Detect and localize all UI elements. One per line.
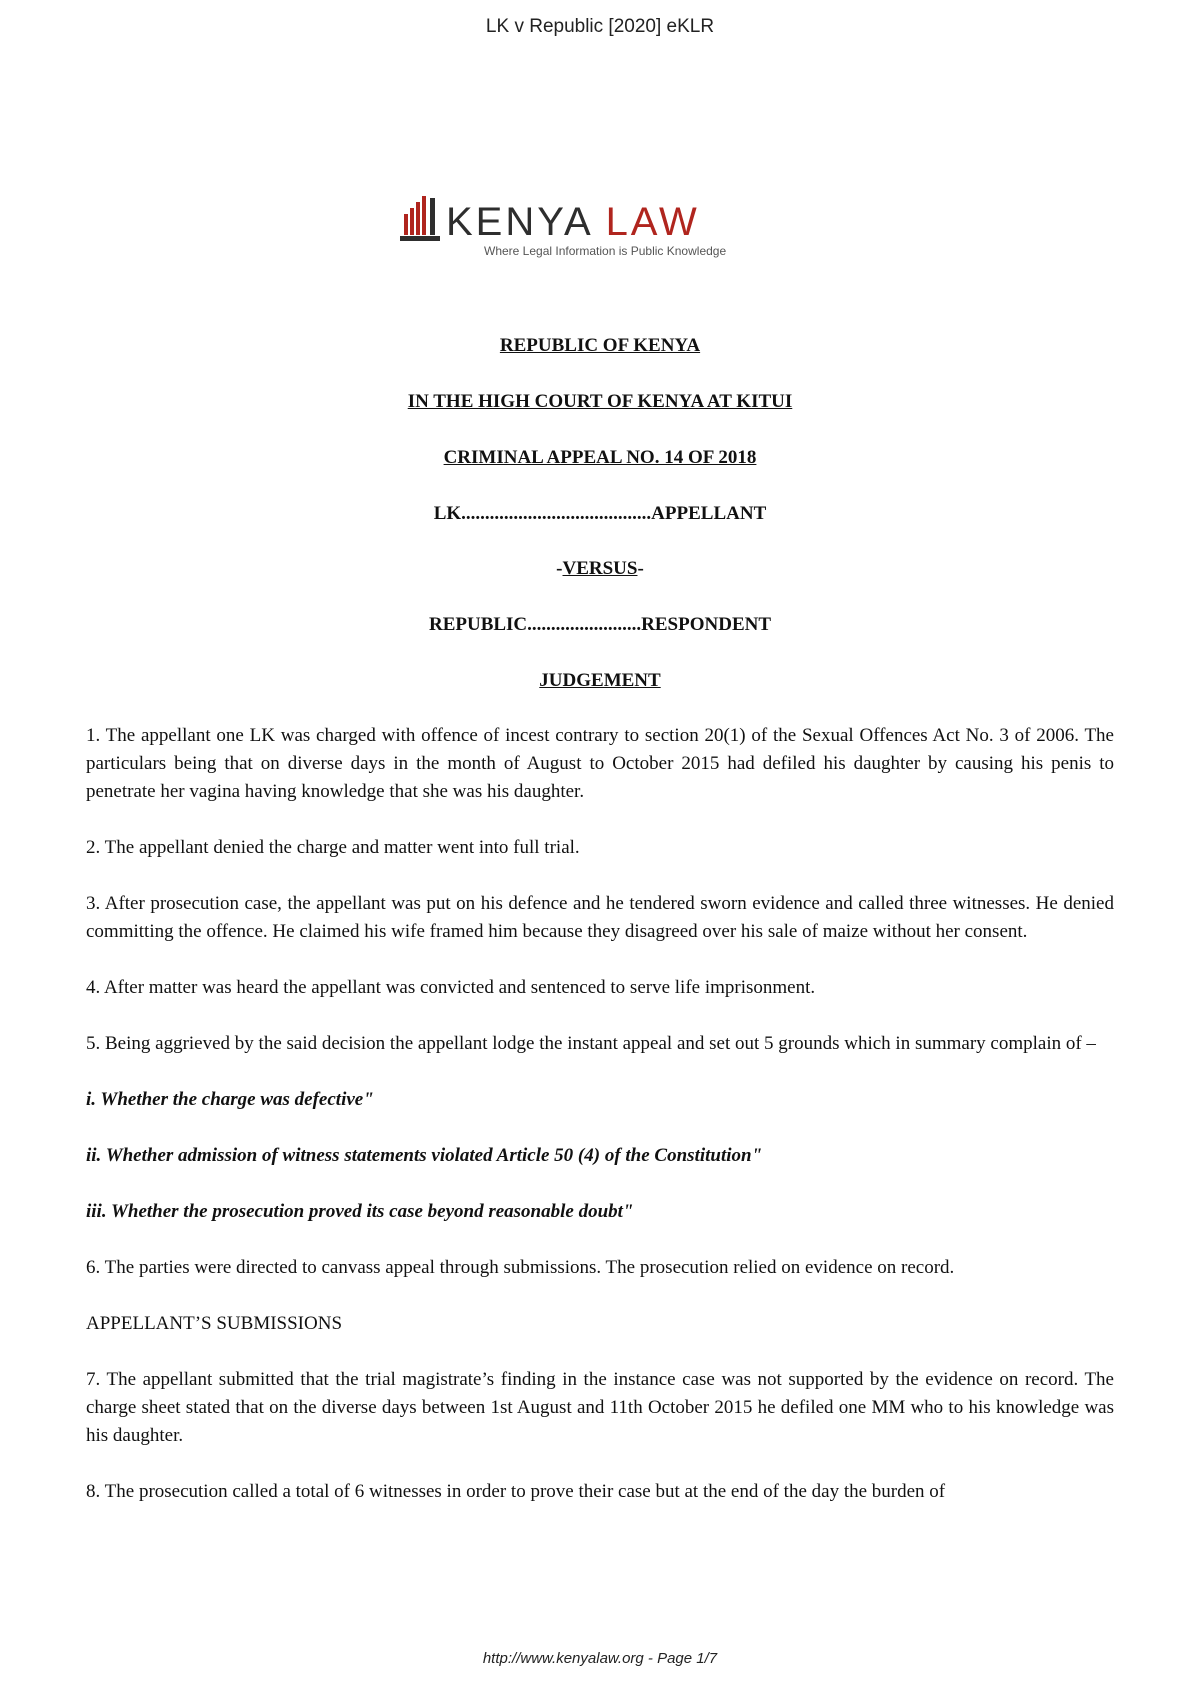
appellant-line: LK........................................APPELLANT <box>433 503 767 524</box>
paragraph: 7. The appellant submitted that the trial magistrate’s finding in the instance case was not supported by the evidence on record. The charge sheet stated that on the diverse days between 1st August and 11th October 2015 he defiled one MM who to his knowledge was his daughter. <box>86 1369 1114 1446</box>
logo-word-kenya: KENYA <box>446 200 592 244</box>
kenya-law-logo <box>400 196 740 268</box>
ground-item: iii. Whether the prosecution proved its case beyond reasonable doubt" <box>86 1201 634 1222</box>
paragraph: 5. Being aggrieved by the said decision the appellant lodge the instant appeal and set out 5 grounds which in summary complain of – <box>86 1033 1096 1054</box>
republic-heading: REPUBLIC OF KENYA <box>499 335 701 356</box>
logo-wordmark <box>446 200 700 244</box>
running-header: LK v Republic [2020] eKLR <box>485 16 715 37</box>
judgement-heading: JUDGEMENT <box>539 670 661 691</box>
pillars-logo-icon <box>400 196 444 244</box>
ground-item: ii. Whether admission of witness statements violated Article 50 (4) of the Constitution" <box>86 1145 763 1166</box>
section-heading: APPELLANT’S SUBMISSIONS <box>86 1313 343 1334</box>
paragraph: 8. The prosecution called a total of 6 witnesses in order to prove their case but at the end of the day the burden of <box>86 1481 946 1502</box>
versus-dash-right: - <box>637 558 644 579</box>
page-footer: http://www.kenyalaw.org - Page 1/7 <box>482 1650 718 1667</box>
judgement-body <box>86 722 1114 1534</box>
versus-dash-left: - <box>556 558 563 579</box>
versus-line <box>0 558 1200 580</box>
ground-item: i. Whether the charge was defective" <box>86 1089 374 1110</box>
logo-word-law: LAW <box>605 200 700 244</box>
court-heading: IN THE HIGH COURT OF KENYA AT KITUI <box>407 391 793 412</box>
paragraph: 4. After matter was heard the appellant was convicted and sentenced to serve life imprisonment. <box>86 977 816 998</box>
appeal-number: CRIMINAL APPEAL NO. 14 OF 2018 <box>443 447 757 468</box>
paragraph: 2. The appellant denied the charge and matter went into full trial. <box>86 837 580 858</box>
versus-label: VERSUS <box>562 558 638 579</box>
paragraph: 3. After prosecution case, the appellant was put on his defence and he tendered sworn evidence and called three witnesses. He denied committing the offence. He claimed his wife framed him because they disagreed over his sale of maize without her consent. <box>86 893 1114 942</box>
respondent-line: REPUBLIC........................RESPONDENT <box>428 614 772 635</box>
paragraph: 6. The parties were directed to canvass appeal through submissions. The prosecution relied on evidence on record. <box>86 1257 955 1278</box>
paragraph: 1. The appellant one LK was charged with offence of incest contrary to section 20(1) of the Sexual Offences Act No. 3 of 2006. The particulars being that on diverse days in the month of August to October 2015 had defiled his daughter by causing his penis to penetrate her vagina having knowledge that she was his daughter. <box>86 725 1114 802</box>
logo-tagline: Where Legal Information is Public Knowledge <box>484 244 727 258</box>
